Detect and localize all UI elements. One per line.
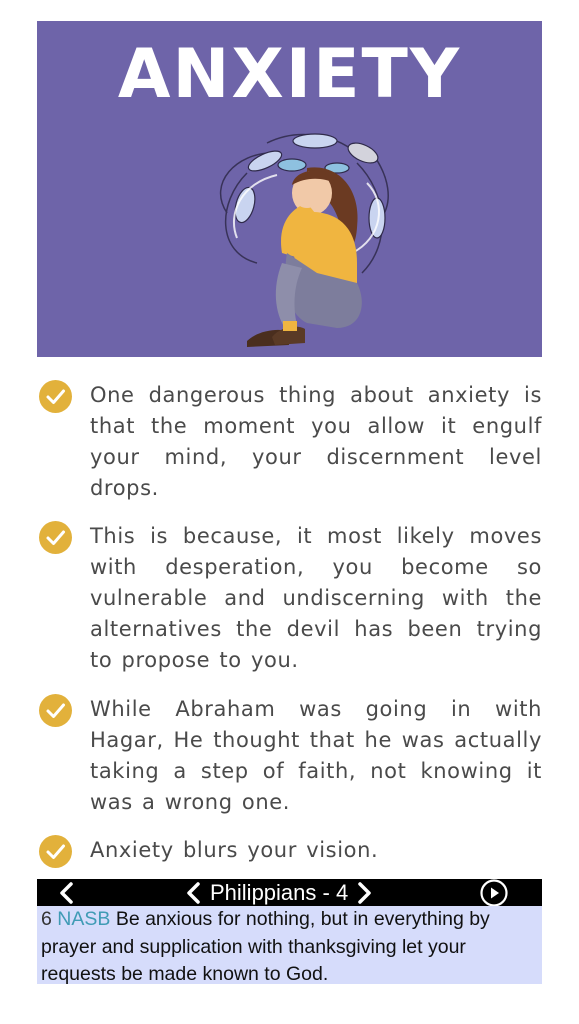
verse-text-box bbox=[37, 906, 542, 984]
chevron-right-icon[interactable] bbox=[355, 881, 373, 905]
check-circle-icon bbox=[39, 380, 72, 413]
check-circle-icon bbox=[39, 521, 72, 554]
bullet-text: Anxiety blurs your vision. bbox=[90, 838, 379, 862]
verse-text: Be anxious for nothing, but in everything by prayer and supplication with thanksgiving let your requests be made known to God. bbox=[41, 908, 490, 985]
verse-number: 6 bbox=[41, 908, 52, 930]
bullet-text: One dangerous thing about anxiety is that the moment you allow it engulf your mind, your discernment level drops. bbox=[90, 383, 542, 500]
bible-version-link[interactable]: NASB bbox=[57, 908, 111, 930]
chapter-navigator bbox=[185, 879, 373, 907]
banner-title: ANXIETY bbox=[117, 35, 462, 114]
check-circle-icon bbox=[39, 694, 72, 727]
play-circle-icon[interactable] bbox=[479, 879, 509, 907]
chevron-left-icon[interactable] bbox=[185, 881, 203, 905]
bullet-text: While Abraham was going in with Hagar, He thought that he was actually taking a step of faith, not knowing it was a wrong one. bbox=[90, 697, 542, 814]
anxiety-banner bbox=[37, 21, 542, 357]
bullet-text: This is because, it most likely moves with desperation, you become so vulnerable and undiscerning with the alternatives the devil has been trying to propose to you. bbox=[90, 524, 542, 672]
chevron-left-icon[interactable] bbox=[57, 881, 77, 905]
anxious-woman-illustration bbox=[187, 113, 407, 357]
bible-verse-bar bbox=[37, 879, 542, 907]
check-circle-icon bbox=[39, 835, 72, 868]
chapter-title[interactable]: Philippians - 4 bbox=[210, 880, 349, 905]
